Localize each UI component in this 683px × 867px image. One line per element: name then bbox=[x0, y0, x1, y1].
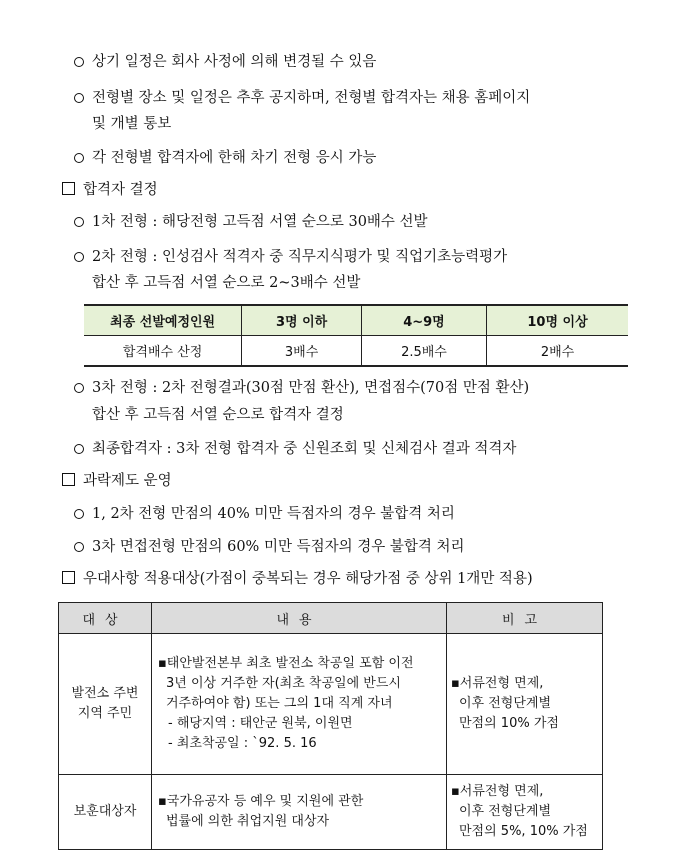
continuation-line: 및 개별 통보 bbox=[92, 116, 172, 132]
checkbox-square-icon bbox=[62, 182, 75, 195]
bullet-line: 3차 전형 : 2차 전형결과(30점 만점 환산), 면접점수(70점 만점 환산) bbox=[74, 378, 529, 398]
note-cell: ▪서류전형 면제, 이후 전형단계별 만점의 5%, 10% 가점 bbox=[447, 775, 603, 850]
circle-bullet-icon bbox=[74, 542, 84, 552]
pass-multiplier-table bbox=[84, 304, 628, 367]
circle-bullet-icon bbox=[74, 252, 84, 262]
content-cell: ▪국가유공자 등 예우 및 지원에 관한 법률에 의한 취업지원 대상자 bbox=[152, 775, 447, 850]
circle-bullet-icon bbox=[74, 57, 84, 67]
table-cell: 2.5배수 bbox=[361, 336, 486, 367]
preference-table bbox=[58, 602, 603, 850]
table-header: 대상 bbox=[59, 603, 152, 634]
circle-bullet-icon bbox=[74, 217, 84, 227]
table-cell: 3배수 bbox=[242, 336, 362, 367]
circle-bullet-icon bbox=[74, 153, 84, 163]
bullet-line: 1차 전형 : 해당전형 고득점 서열 순으로 30배수 선발 bbox=[74, 212, 428, 232]
section-heading: 우대사항 적용대상(가점이 중복되는 경우 해당가점 중 상위 1개만 적용) bbox=[62, 569, 533, 589]
bullet-line: 최종합격자 : 3차 전형 합격자 중 신원조회 및 신체검사 결과 적격자 bbox=[74, 439, 516, 459]
target-cell: 보훈대상자 bbox=[59, 775, 152, 850]
bullet-line: 2차 전형 : 인성검사 적격자 중 직무지식평가 및 직업기초능력평가 bbox=[74, 247, 507, 267]
section-heading: 합격자 결정 bbox=[62, 180, 158, 200]
circle-bullet-icon bbox=[74, 444, 84, 454]
continuation-line: 합산 후 고득점 서열 순으로 2~3배수 선발 bbox=[92, 275, 361, 291]
circle-bullet-icon bbox=[74, 93, 84, 103]
bullet-line: 각 전형별 합격자에 한해 차기 전형 응시 가능 bbox=[74, 148, 376, 168]
note-cell: ▪서류전형 면제, 이후 전형단계별 만점의 10% 가점 bbox=[447, 634, 603, 775]
table-header: 비고 bbox=[447, 603, 603, 634]
table-header: 4~9명 bbox=[361, 305, 486, 336]
table-header: 3명 이하 bbox=[242, 305, 362, 336]
table-row bbox=[59, 775, 603, 850]
checkbox-square-icon bbox=[62, 473, 75, 486]
bullet-line: 전형별 장소 및 일정은 추후 공지하며, 전형별 합격자는 채용 홈페이지 bbox=[74, 88, 530, 108]
section-heading: 과락제도 운영 bbox=[62, 471, 172, 491]
content-cell: ▪태안발전본부 최초 발전소 착공일 포함 이전 3년 이상 거주한 자(최초 착공일에 반드시 거주하여야 함) 또는 그의 1대 직계 자녀 - 해당지역 : 태안군 원북, 이원면 - 최초착공일 : `92. 5. 16 bbox=[152, 634, 447, 775]
circle-bullet-icon bbox=[74, 383, 84, 393]
bullet-line: 3차 면접전형 만점의 60% 미만 득점자의 경우 불합격 처리 bbox=[74, 537, 464, 557]
table-cell: 합격배수 산정 bbox=[84, 336, 242, 367]
circle-bullet-icon bbox=[74, 509, 84, 519]
checkbox-square-icon bbox=[62, 571, 75, 584]
target-cell: 발전소 주변 지역 주민 bbox=[59, 634, 152, 775]
table-header: 최종 선발예정인원 bbox=[84, 305, 242, 336]
bullet-line: 상기 일정은 회사 사정에 의해 변경될 수 있음 bbox=[74, 52, 376, 72]
continuation-line: 합산 후 고득점 서열 순으로 합격자 결정 bbox=[92, 407, 344, 423]
bullet-line: 1, 2차 전형 만점의 40% 미만 득점자의 경우 불합격 처리 bbox=[74, 504, 455, 524]
table-header: 내용 bbox=[152, 603, 447, 634]
table-header: 10명 이상 bbox=[487, 305, 628, 336]
table-cell: 2배수 bbox=[487, 336, 628, 367]
table-row bbox=[59, 634, 603, 775]
